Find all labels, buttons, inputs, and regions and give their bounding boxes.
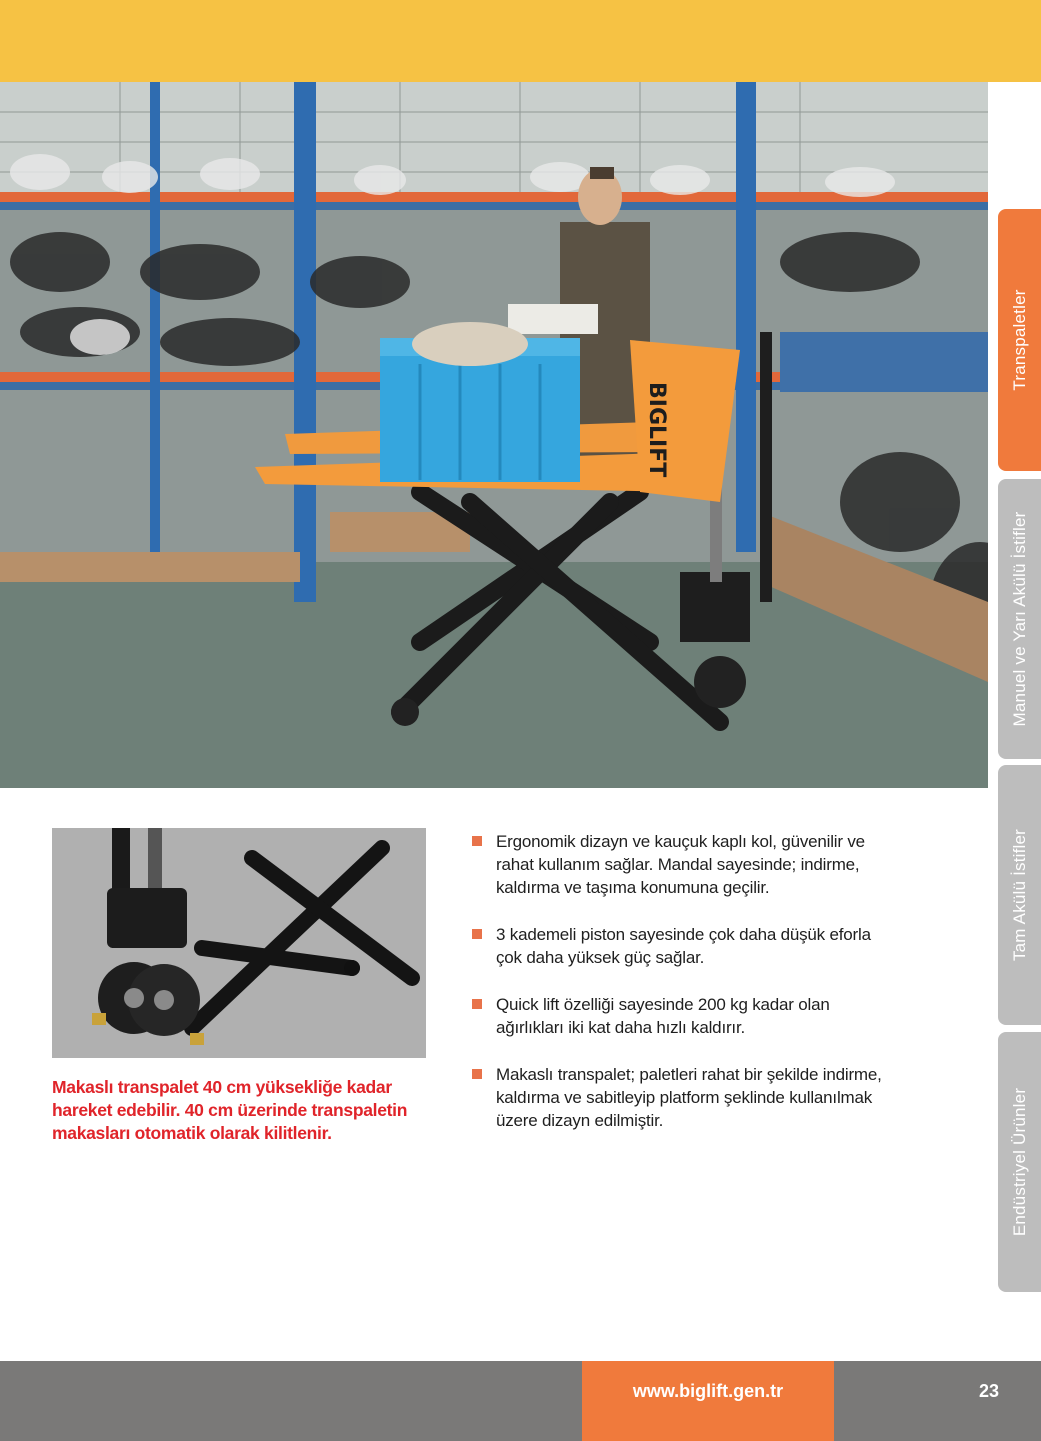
- feature-bullet-list: [470, 830, 890, 1156]
- bullet-square-icon: [472, 1069, 482, 1079]
- bullet-square-icon: [472, 999, 482, 1009]
- hero-photo-warehouse-scissor-pallet-truck: [0, 82, 988, 788]
- website-link[interactable]: www.biglift.gen.tr: [632, 1381, 784, 1401]
- top-header-band: [0, 0, 1041, 82]
- page-number: 23: [978, 1381, 1000, 1401]
- inset-caption: Makaslı transpalet 40 cm yüksekliğe kadar hareket edebilir. 40 cm üzerinde transpaletin makasları otomatik olarak kilitlenir.: [52, 1077, 408, 1143]
- page-footer: [0, 1361, 1041, 1441]
- inset-photo-scissor-lock-detail: [52, 828, 426, 1058]
- list-item: Makaslı transpalet; paletleri rahat bir şekilde indirme, kaldırma ve sabitleyip platform şeklinde kullanılmak üzere dizayn edilmiştir.: [470, 1063, 890, 1132]
- product-logo-text: BIGLIFT: [644, 382, 669, 478]
- footer-url-box: [582, 1361, 834, 1441]
- bullet-square-icon: [472, 929, 482, 939]
- tab-endustriyel-urunler[interactable]: Endüstriyel Ürünler: [998, 1032, 1041, 1292]
- list-item: Quick lift özelliği sayesinde 200 kg kadar olan ağırlıkları iki kat daha hızlı kaldırır.: [470, 993, 890, 1039]
- tab-manuel-ve-yari-akulu-istifler[interactable]: Manuel ve Yarı Akülü İstifler: [998, 479, 1041, 759]
- tab-transpaletler[interactable]: Transpaletler: [998, 209, 1041, 471]
- list-item: 3 kademeli piston sayesinde çok daha düşük eforla çok daha yüksek güç sağlar.: [470, 923, 890, 969]
- bullet-square-icon: [472, 836, 482, 846]
- tab-tam-akulu-istifler[interactable]: Tam Akülü İstifler: [998, 765, 1041, 1025]
- list-item: Ergonomik dizayn ve kauçuk kaplı kol, güvenilir ve rahat kullanım sağlar. Mandal sayesinde; indirme, kaldırma ve taşıma konumuna geçilir.: [470, 830, 890, 899]
